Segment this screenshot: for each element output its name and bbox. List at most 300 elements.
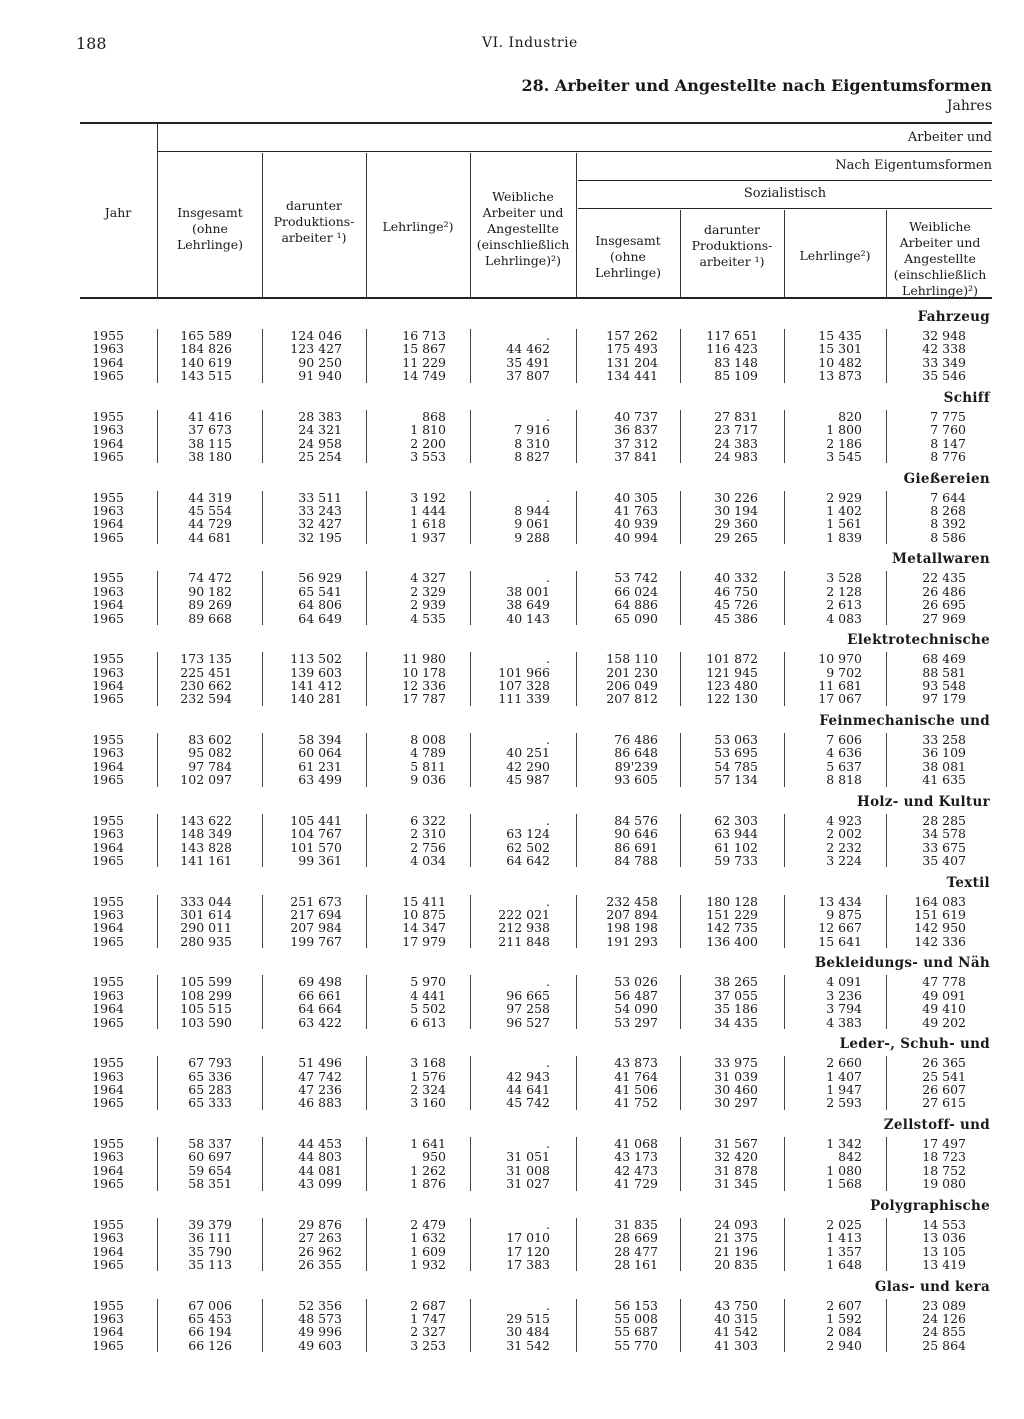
col-header-lehrlinge: Lehrlinge²) [382, 219, 454, 234]
table-cell: 104 767 [290, 826, 342, 842]
table-cell: 31 878 [714, 1162, 758, 1178]
table-cell: 9 702 [826, 664, 862, 680]
table-cell: 47 742 [298, 1068, 342, 1084]
header-divider [366, 153, 367, 298]
table-cell: 13 434 [818, 893, 862, 909]
table-cell: 99 361 [298, 853, 342, 868]
table-cell: 38 649 [506, 597, 550, 613]
table-cell: 1 407 [826, 1068, 862, 1084]
table-cell: 122 130 [706, 691, 758, 707]
table-cell: 28 669 [614, 1230, 658, 1246]
table-cell: 17 979 [402, 933, 446, 949]
table-cell: 53 695 [714, 745, 758, 761]
table-cell: 11 681 [818, 678, 862, 693]
table-cell: 29 876 [298, 1216, 342, 1232]
table-cell: 46 750 [714, 583, 758, 599]
table-cell: 103 590 [180, 1014, 232, 1030]
table-cell: 7 775 [930, 408, 966, 424]
table-cell: 251 673 [290, 893, 342, 909]
table-cell: 140 281 [290, 691, 342, 707]
table-row [0, 1177, 1024, 1191]
table-cell: 2 939 [410, 597, 446, 613]
table-cell: . [546, 651, 550, 667]
table-cell: 40 305 [614, 489, 658, 505]
table-cell: 4 383 [826, 1014, 862, 1030]
table-cell: 7 760 [930, 422, 966, 438]
table-cell: 40 143 [506, 610, 550, 626]
table-cell: 42 338 [922, 341, 966, 357]
row-year: 1964 [92, 1243, 124, 1259]
table-cell: 4 327 [410, 570, 446, 586]
table-cell: 37 807 [506, 368, 550, 384]
table-cell: 48 573 [298, 1311, 342, 1326]
table-cell: 27 969 [922, 610, 966, 626]
table-cell: 8 392 [930, 516, 966, 532]
table-cell: 134 441 [606, 368, 658, 384]
row-year: 1963 [92, 826, 124, 842]
table-cell: 24 126 [922, 1311, 966, 1326]
table-cell: 8 008 [410, 732, 446, 747]
table-cell: 41 303 [714, 1337, 758, 1353]
table-cell: 40 994 [614, 529, 658, 545]
table-cell: 175 493 [606, 341, 658, 357]
table-cell: 207 894 [606, 907, 658, 922]
table-cell: 1 402 [826, 503, 862, 518]
table-cell: 6 613 [410, 1014, 446, 1030]
table-cell: 35 491 [506, 354, 550, 370]
table-cell: 8 818 [826, 772, 862, 788]
header-divider [576, 153, 577, 298]
table-cell: 67 006 [188, 1297, 232, 1313]
table-cell: 1 592 [826, 1311, 862, 1326]
table-cell: 131 204 [606, 354, 658, 370]
table-cell: 42 473 [614, 1162, 658, 1178]
table-cell: 86 691 [614, 839, 658, 855]
table-cell: 11 980 [402, 651, 446, 667]
table-cell: 23 089 [922, 1297, 966, 1313]
table-cell: 290 011 [180, 920, 232, 936]
table-cell: 1 800 [826, 422, 862, 438]
row-year: 1964 [92, 354, 124, 370]
row-year: 1965 [92, 1257, 124, 1272]
row-year: 1965 [92, 529, 124, 545]
table-cell: 97 784 [188, 758, 232, 774]
table-cell: 31 027 [506, 1176, 550, 1192]
table-cell: 43 873 [614, 1055, 658, 1071]
table-cell: 31 542 [506, 1337, 550, 1353]
table-cell: 207 984 [290, 920, 342, 936]
row-year: 1955 [92, 328, 124, 343]
table-cell: 41 542 [714, 1324, 758, 1340]
row-year: 1963 [92, 907, 124, 922]
row-year: 1955 [92, 408, 124, 424]
table-cell: 15 435 [818, 328, 862, 343]
table-cell: 12 667 [818, 920, 862, 936]
table-row [0, 517, 1024, 531]
row-year: 1965 [92, 449, 124, 464]
table-cell: 96 527 [506, 1014, 550, 1030]
table-cell: 60 064 [298, 745, 342, 761]
table-cell: 60 697 [188, 1149, 232, 1165]
table-cell: 28 285 [922, 812, 966, 828]
table-cell: 66 661 [298, 987, 342, 1003]
table-cell: 5 811 [410, 758, 446, 774]
table-row [0, 531, 1024, 545]
table-row [0, 1339, 1024, 1353]
table-cell: 206 049 [606, 678, 658, 693]
table-cell: 90 250 [298, 354, 342, 370]
table-cell: 61 102 [714, 839, 758, 855]
table-cell: 44 803 [298, 1149, 342, 1165]
table-cell: 89 269 [188, 597, 232, 613]
table-cell: 3 253 [410, 1337, 446, 1353]
table-cell: 8 268 [930, 503, 966, 518]
row-year: 1965 [92, 1014, 124, 1030]
table-cell: 31 835 [614, 1216, 658, 1232]
table-cell: 38 265 [714, 974, 758, 990]
header-divider [680, 210, 681, 298]
table-cell: 9 288 [514, 529, 550, 545]
table-cell: 3 236 [826, 987, 862, 1003]
table-cell: 41 729 [614, 1176, 658, 1192]
table-row [0, 491, 1024, 505]
table-cell: 64 664 [298, 1001, 342, 1017]
row-year: 1964 [92, 1324, 124, 1340]
table-cell: 25 864 [922, 1337, 966, 1353]
table-cell: 184 826 [180, 341, 232, 357]
row-year: 1964 [92, 597, 124, 613]
table-cell: 165 589 [180, 328, 232, 343]
table-cell: 9 061 [514, 516, 550, 532]
table-cell: 21 375 [714, 1230, 758, 1246]
table-cell: 211 848 [498, 933, 550, 949]
table-cell: 30 226 [714, 489, 758, 505]
table-cell: 14 749 [402, 368, 446, 384]
col-header-produktion: darunter Produktions- arbeiter ¹) [273, 198, 355, 245]
table-cell: 62 502 [506, 839, 550, 855]
table-cell: 2 084 [826, 1324, 862, 1340]
row-year: 1965 [92, 1337, 124, 1353]
table-cell: 225 451 [180, 664, 232, 680]
table-cell: 1 342 [826, 1136, 862, 1151]
group-header-sozialistisch: Sozialistisch [743, 186, 827, 201]
table-cell: 74 472 [188, 570, 232, 586]
row-year: 1963 [92, 341, 124, 357]
table-cell: 54 090 [614, 1001, 658, 1017]
row-year: 1963 [92, 664, 124, 680]
table-cell: 64 806 [298, 597, 342, 613]
row-year: 1955 [92, 651, 124, 667]
table-cell: 31 039 [714, 1068, 758, 1084]
table-cell: 55 687 [614, 1324, 658, 1340]
row-year: 1955 [92, 893, 124, 909]
table-cell: 32 427 [298, 516, 342, 532]
table-cell: 301 614 [180, 907, 232, 922]
table-cell: 2 002 [826, 826, 862, 842]
group-rule-3 [578, 208, 992, 209]
table-cell: 101 872 [706, 651, 758, 667]
table-cell: 2 593 [826, 1095, 862, 1111]
table-cell: 5 502 [410, 1001, 446, 1017]
table-cell: 1 876 [410, 1176, 446, 1192]
table-cell: 35 186 [714, 1001, 758, 1017]
table-cell: 56 487 [614, 987, 658, 1003]
table-cell: 191 293 [606, 933, 658, 949]
table-cell: 2 327 [410, 1324, 446, 1340]
table-cell: 8 147 [930, 435, 966, 451]
table-cell: 43 099 [298, 1176, 342, 1192]
table-cell: 26 355 [298, 1257, 342, 1272]
table-cell: 158 110 [606, 651, 658, 667]
table-cell: 65 336 [188, 1068, 232, 1084]
table-cell: 64 649 [298, 610, 342, 626]
table-cell: 17 497 [922, 1136, 966, 1151]
table-cell: 37 673 [188, 422, 232, 438]
table-row [0, 437, 1024, 451]
table-cell: 148 349 [180, 826, 232, 842]
row-year: 1963 [92, 1230, 124, 1246]
table-cell: 37 055 [714, 987, 758, 1003]
table-cell: 117 651 [706, 328, 758, 343]
table-cell: 24 958 [298, 435, 342, 451]
table-cell: 45 554 [188, 503, 232, 518]
table-cell: 35 546 [922, 368, 966, 384]
table-cell: 47 778 [922, 974, 966, 990]
table-cell: 1 413 [826, 1230, 862, 1246]
table-cell: 63 944 [714, 826, 758, 842]
row-year: 1964 [92, 678, 124, 693]
table-cell: 143 622 [180, 812, 232, 828]
table-cell: 63 124 [506, 826, 550, 842]
table-cell: 8 827 [514, 449, 550, 464]
table-cell: 222 021 [498, 907, 550, 922]
header-divider [886, 210, 887, 298]
group-rule-1 [158, 151, 992, 152]
group-header-eigentum: Nach Eigentumsformen [835, 158, 992, 173]
table-row [0, 854, 1024, 868]
table-row [0, 410, 1024, 424]
table-cell: 1 641 [410, 1136, 446, 1151]
col-header-soz-lehrlinge: Lehrlinge²) [799, 248, 871, 263]
table-cell: 2 660 [826, 1055, 862, 1071]
row-year: 1955 [92, 1216, 124, 1232]
table-cell: 39 379 [188, 1216, 232, 1232]
table-cell: 40 737 [614, 408, 658, 424]
row-year: 1963 [92, 422, 124, 438]
table-cell: 44 462 [506, 341, 550, 357]
row-year: 1965 [92, 691, 124, 707]
header-divider [784, 210, 785, 298]
table-cell: 26 486 [922, 583, 966, 599]
table-cell: 4 789 [410, 745, 446, 761]
row-year: 1965 [92, 368, 124, 384]
table-cell: 41 416 [188, 408, 232, 424]
table-cell: 66 024 [614, 583, 658, 599]
table-cell: 10 178 [402, 664, 446, 680]
row-year: 1955 [92, 812, 124, 828]
block-title: Zellstoff- und [883, 1117, 990, 1133]
table-cell: . [546, 1216, 550, 1232]
table-cell: 18 752 [922, 1162, 966, 1178]
table-cell: 116 423 [706, 341, 758, 357]
table-cell: 24 855 [922, 1324, 966, 1340]
table-cell: 25 541 [922, 1068, 966, 1084]
table-cell: 102 097 [180, 772, 232, 788]
table-cell: 93 548 [922, 678, 966, 693]
table-cell: 108 299 [180, 987, 232, 1003]
table-cell: 97 179 [922, 691, 966, 707]
row-year: 1963 [92, 1068, 124, 1084]
table-cell: 7 644 [930, 489, 966, 505]
table-cell: 1 618 [410, 516, 446, 532]
table-cell: 333 044 [180, 893, 232, 909]
row-year: 1965 [92, 933, 124, 949]
table-cell: 44 453 [298, 1136, 342, 1151]
table-cell: 19 080 [922, 1176, 966, 1192]
header-divider [157, 124, 158, 298]
row-year: 1965 [92, 1176, 124, 1192]
table-cell: 89'239 [614, 758, 658, 774]
block-title: Bekleidungs- und Näh [814, 955, 990, 972]
block-title: Fahrzeug [917, 309, 990, 325]
table-cell: 17 010 [506, 1230, 550, 1246]
table-cell: 8 310 [514, 435, 550, 451]
block-title: Glas- und kera [874, 1278, 990, 1295]
block-title: Metallwaren [892, 551, 990, 568]
table-cell: 20 835 [714, 1257, 758, 1272]
table-cell: 65 283 [188, 1082, 232, 1097]
row-year: 1964 [92, 516, 124, 532]
table-cell: 23 717 [714, 422, 758, 438]
table-cell: 88 581 [922, 664, 966, 680]
table-cell: 141 412 [290, 678, 342, 693]
table-cell: 3 794 [826, 1001, 862, 1017]
table-cell: 207 812 [606, 691, 658, 707]
row-year: 1955 [92, 732, 124, 747]
table-cell: 8 586 [930, 529, 966, 545]
table-row [0, 773, 1024, 787]
table-cell: 17 120 [506, 1243, 550, 1259]
table-cell: 101 570 [290, 839, 342, 855]
table-cell: 30 484 [506, 1324, 550, 1340]
table-cell: 142 950 [914, 920, 966, 936]
table-cell: 2 025 [826, 1216, 862, 1232]
block-title: Textil [946, 874, 990, 891]
table-cell: 58 337 [188, 1136, 232, 1151]
table-cell: 30 194 [714, 503, 758, 518]
table-cell: 3 192 [410, 489, 446, 505]
table-cell: 26 695 [922, 597, 966, 613]
row-year: 1964 [92, 758, 124, 774]
table-cell: 41 752 [614, 1095, 658, 1111]
table-cell: 2 479 [410, 1216, 446, 1232]
table-cell: 41 763 [614, 503, 658, 518]
table-cell: 62 303 [714, 812, 758, 828]
table-cell: 1 561 [826, 516, 862, 532]
table-cell: 45 742 [506, 1095, 550, 1111]
table-cell: 64 642 [506, 853, 550, 868]
table-cell: 11 229 [402, 354, 446, 370]
table-cell: 3 528 [826, 570, 862, 586]
table-cell: . [546, 732, 550, 747]
col-header-soz-produktion: darunter Produktions- arbeiter ¹) [691, 222, 773, 269]
table-cell: 15 641 [818, 933, 862, 949]
table-cell: 53 026 [614, 974, 658, 990]
table-cell: 55 008 [614, 1311, 658, 1326]
table-cell: 2 186 [826, 435, 862, 451]
table-cell: 15 411 [402, 893, 446, 909]
table-row [0, 692, 1024, 706]
row-year: 1955 [92, 570, 124, 586]
row-year: 1955 [92, 974, 124, 990]
table-cell: 21 196 [714, 1243, 758, 1259]
table-cell: 13 419 [922, 1257, 966, 1272]
table-cell: 180 128 [706, 893, 758, 909]
table-title: 28. Arbeiter und Angestellte nach Eigentumsformen [521, 76, 992, 95]
table-cell: 2 324 [410, 1082, 446, 1097]
group-rule-2 [578, 180, 992, 181]
table-cell: 142 735 [706, 920, 758, 936]
table-cell: 8 944 [514, 503, 550, 518]
table-cell: 2 940 [826, 1337, 862, 1353]
header-bottom-rule [80, 297, 992, 299]
table-cell: 65 333 [188, 1095, 232, 1111]
table-cell: 139 603 [290, 664, 342, 680]
table-cell: 1 648 [826, 1257, 862, 1272]
table-cell: 47 236 [298, 1082, 342, 1097]
table-cell: 1 632 [410, 1230, 446, 1246]
table-cell: 40 332 [714, 570, 758, 586]
table-cell: 232 594 [180, 691, 232, 707]
table-cell: 4 636 [826, 745, 862, 761]
col-header-soz-insgesamt: Insgesamt (ohne Lehrlinge) [594, 233, 662, 280]
table-cell: 17 383 [506, 1257, 550, 1272]
table-cell: 55 770 [614, 1337, 658, 1353]
table-cell: 31 051 [506, 1149, 550, 1165]
table-cell: 4 083 [826, 610, 862, 626]
table-cell: 66 126 [188, 1337, 232, 1353]
table-cell: 38 115 [188, 435, 232, 451]
table-row [0, 1096, 1024, 1110]
table-cell: 64 886 [614, 597, 658, 613]
table-cell: 49 996 [298, 1324, 342, 1340]
table-cell: 4 034 [410, 853, 446, 868]
col-header-year: Jahr [104, 205, 132, 220]
table-cell: 217 694 [290, 907, 342, 922]
table-cell: 1 937 [410, 529, 446, 545]
table-cell: 4 535 [410, 610, 446, 626]
table-cell: 124 046 [290, 328, 342, 343]
table-cell: 1 609 [410, 1243, 446, 1259]
table-cell: . [546, 1136, 550, 1151]
table-cell: 68 469 [922, 651, 966, 667]
row-year: 1964 [92, 435, 124, 451]
table-cell: 26 365 [922, 1055, 966, 1071]
table-cell: 107 328 [498, 678, 550, 693]
table-cell: 49 202 [922, 1014, 966, 1030]
table-row [0, 612, 1024, 626]
table-cell: 43 173 [614, 1149, 658, 1165]
table-cell: 49 603 [298, 1337, 342, 1353]
table-cell: 45 726 [714, 597, 758, 613]
table-cell: 5 970 [410, 974, 446, 990]
table-cell: 49 091 [922, 987, 966, 1003]
row-year: 1964 [92, 1082, 124, 1097]
table-cell: 868 [422, 408, 446, 424]
table-cell: 1 262 [410, 1162, 446, 1178]
table-row [0, 935, 1024, 949]
table-cell: 2 607 [826, 1297, 862, 1313]
